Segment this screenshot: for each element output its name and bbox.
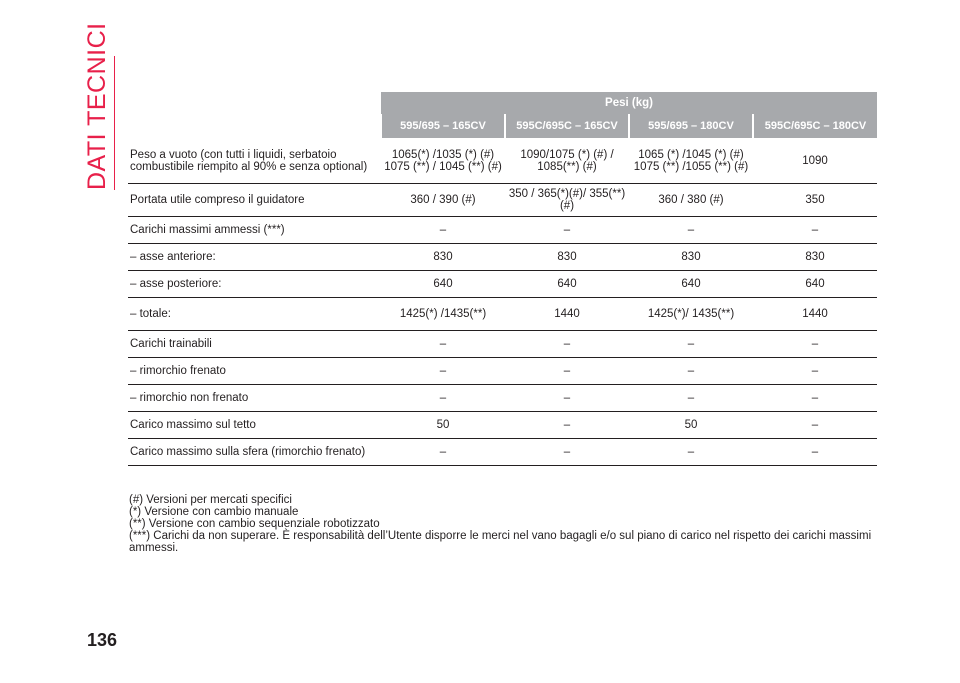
column-header: 595C/695C – 180CV	[753, 114, 877, 138]
row-value: –	[753, 358, 877, 385]
row-value: –	[629, 331, 753, 358]
row-value: –	[629, 358, 753, 385]
table-row	[128, 298, 877, 331]
row-value: 1065(*) /1035 (*) (#) 1075 (**) / 1045 (**) (#)	[381, 138, 505, 184]
table-row	[128, 138, 877, 184]
table-row	[128, 271, 877, 298]
row-value: –	[753, 385, 877, 412]
row-label: Portata utile compreso il guidatore	[128, 184, 381, 217]
section-title: DATI TECNICI	[83, 22, 111, 190]
row-value: 830	[753, 244, 877, 271]
row-label: Carichi massimi ammessi (***)	[128, 217, 381, 244]
column-header: 595/695 – 180CV	[629, 114, 753, 138]
row-value: –	[753, 331, 877, 358]
header-blank	[128, 114, 381, 138]
row-label: – rimorchio non frenato	[128, 385, 381, 412]
column-header: 595C/695C – 165CV	[505, 114, 629, 138]
row-value: 350	[753, 184, 877, 217]
row-value: 640	[381, 271, 505, 298]
row-value: 1065 (*) /1045 (*) (#) 1075 (**) /1055 (**) (#)	[629, 138, 753, 184]
row-value: 830	[505, 244, 629, 271]
footnote: (*) Versione con cambio manuale	[129, 506, 299, 518]
table-row	[128, 439, 877, 466]
row-value: 1440	[753, 298, 877, 331]
row-label: Carichi trainabili	[128, 331, 381, 358]
row-label: – totale:	[128, 298, 381, 331]
row-value: 1090	[753, 138, 877, 184]
row-value: 1090/1075 (*) (#) / 1085(**) (#)	[505, 138, 629, 184]
row-value: 1440	[505, 298, 629, 331]
row-value: –	[505, 358, 629, 385]
row-value: 1425(*) /1435(**)	[381, 298, 505, 331]
row-value: 640	[505, 271, 629, 298]
footnote: (***) Carichi da non superare. È responsabilità dell’Utente disporre le merci nel vano bagagli e/o sul piano di carico nel rispetto dei carichi massimi ammessi.	[129, 530, 872, 554]
row-label: Carico massimo sulla sfera (rimorchio frenato)	[128, 439, 381, 466]
row-value: –	[629, 217, 753, 244]
row-value: 50	[629, 412, 753, 439]
table-row	[128, 412, 877, 439]
table-row	[128, 184, 877, 217]
footnotes	[129, 494, 889, 554]
row-value: –	[753, 412, 877, 439]
row-value: –	[629, 385, 753, 412]
row-value: –	[753, 439, 877, 466]
table-title: Pesi (kg)	[381, 92, 877, 114]
row-value: –	[505, 439, 629, 466]
row-value: –	[381, 217, 505, 244]
weights-table	[128, 92, 877, 466]
table-row	[128, 244, 877, 271]
row-value: 640	[629, 271, 753, 298]
row-label: Peso a vuoto (con tutti i liquidi, serbatoio combustibile riempito al 90% e senza optional)	[128, 138, 381, 184]
row-value: –	[381, 358, 505, 385]
column-header: 595/695 – 165CV	[381, 114, 505, 138]
row-value: 360 / 380 (#)	[629, 184, 753, 217]
row-value: 1425(*)/ 1435(**)	[629, 298, 753, 331]
row-label: – rimorchio frenato	[128, 358, 381, 385]
row-value: 50	[381, 412, 505, 439]
row-value: –	[505, 331, 629, 358]
table-row	[128, 385, 877, 412]
footnote: (**) Versione con cambio sequenziale robotizzato	[129, 518, 380, 530]
header-blank	[128, 92, 381, 114]
row-value: 640	[753, 271, 877, 298]
row-value: –	[629, 439, 753, 466]
page-number: 136	[87, 630, 118, 650]
footnote: (#) Versioni per mercati specifici	[129, 494, 292, 506]
row-value: 360 / 390 (#)	[381, 184, 505, 217]
table-row	[128, 217, 877, 244]
row-value: –	[381, 331, 505, 358]
row-value: 830	[629, 244, 753, 271]
row-value: –	[753, 217, 877, 244]
row-value: –	[505, 412, 629, 439]
table-row	[128, 331, 877, 358]
row-value: 830	[381, 244, 505, 271]
row-label: – asse anteriore:	[128, 244, 381, 271]
row-value: –	[381, 439, 505, 466]
row-value: –	[381, 385, 505, 412]
row-label: Carico massimo sul tetto	[128, 412, 381, 439]
section-divider	[114, 56, 115, 190]
table-row	[128, 358, 877, 385]
row-value: –	[505, 217, 629, 244]
row-value: –	[505, 385, 629, 412]
row-value: 350 / 365(*)(#)/ 355(**) (#)	[505, 184, 629, 217]
row-label: – asse posteriore:	[128, 271, 381, 298]
